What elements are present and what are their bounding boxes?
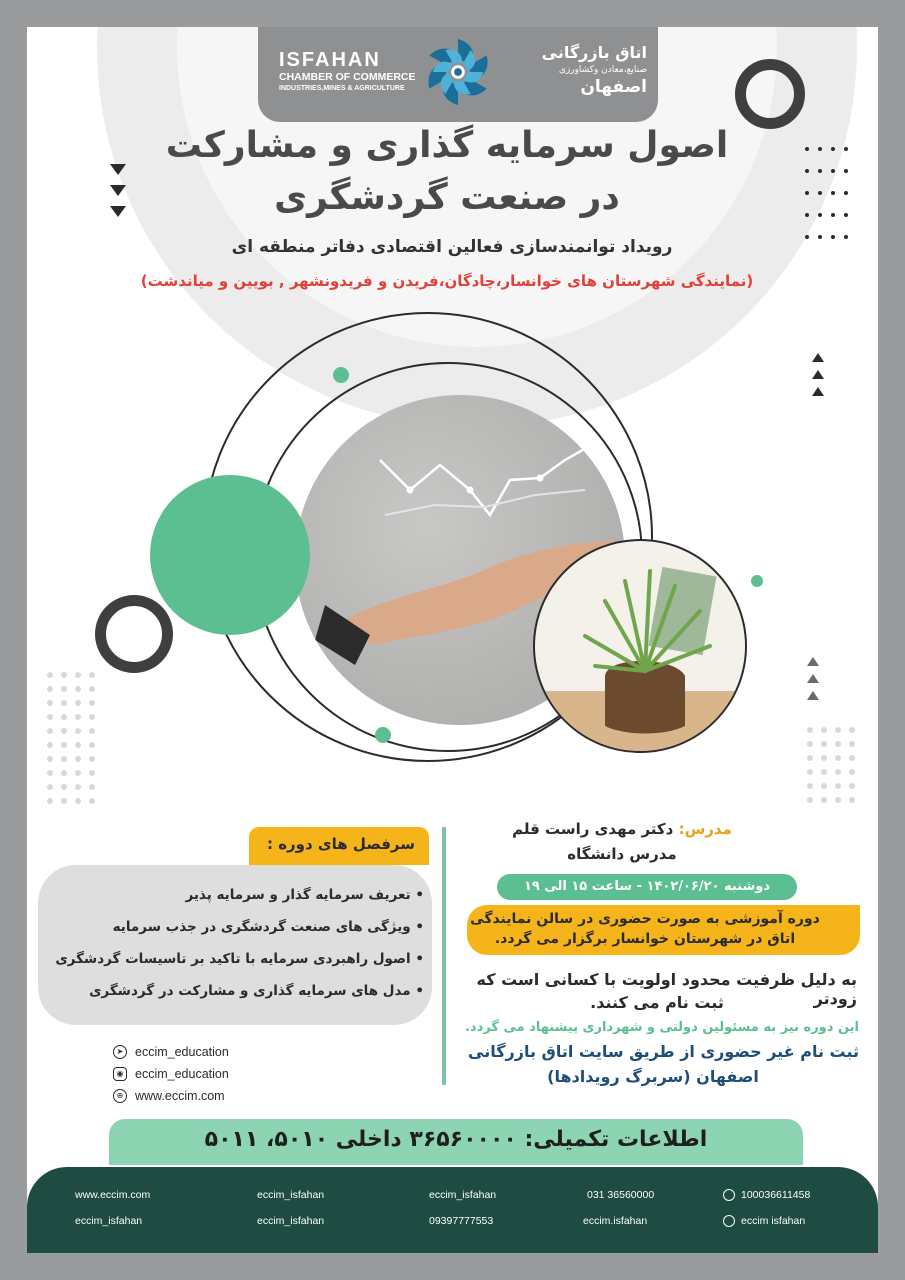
footer-video-handle: eccim isfahan bbox=[741, 1215, 806, 1227]
teacher-label: مدرس: bbox=[678, 820, 732, 838]
footer bbox=[27, 1167, 878, 1253]
syllabus-box bbox=[38, 865, 432, 1025]
syllabus-heading-tab bbox=[249, 827, 429, 865]
title-line-1: اصول سرمایه گذاری و مشارکت bbox=[165, 125, 729, 166]
syllabus-item: • ویژگی های صنعت گردشگری در جذب سرمایه bbox=[112, 919, 424, 935]
social-telegram[interactable] bbox=[113, 1045, 229, 1059]
teacher-name: دکتر مهدی راست قلم bbox=[512, 820, 674, 838]
decor-green-disc bbox=[150, 475, 310, 635]
footer-website[interactable]: www.eccim.com bbox=[75, 1189, 151, 1201]
decor-green-dot bbox=[333, 367, 349, 383]
decor-dots-light-right bbox=[807, 727, 855, 803]
footer-handle[interactable]: eccim_isfahan bbox=[75, 1215, 143, 1227]
decor-ring-left bbox=[95, 595, 173, 673]
poster bbox=[27, 27, 878, 1253]
instagram-icon: ◉ bbox=[113, 1067, 127, 1081]
syllabus-item: • تعریف سرمایه گذار و سرمایه پذیر bbox=[185, 887, 424, 903]
decor-triangles-right bbox=[812, 353, 824, 404]
decor-dots-light-left bbox=[47, 672, 95, 804]
footer-phone[interactable]: 09397777553 bbox=[429, 1215, 494, 1227]
syllabus-heading: سرفصل های دوره : bbox=[266, 835, 415, 853]
venue-line-2: اتاق در شهرستان خوانسار برگزار می گردد. bbox=[494, 931, 796, 947]
telegram-icon: ➤ bbox=[113, 1045, 127, 1059]
decor-triangles-left bbox=[110, 164, 126, 227]
instagram-handle: eccim_education bbox=[135, 1067, 229, 1081]
org-city-fa: اصفهان bbox=[580, 77, 647, 97]
venue-box bbox=[467, 905, 860, 955]
footer-phone[interactable]: 031 36560000 bbox=[587, 1189, 655, 1201]
decor-triangles-right-lower bbox=[807, 657, 819, 708]
org-sectors-en: INDUSTRIES,MINES & AGRICULTURE bbox=[279, 85, 405, 92]
syllabus-item: • مدل های سرمایه گذاری و مشارکت در گردشگری bbox=[89, 983, 424, 999]
footer-sms-number: 100036611458 bbox=[741, 1189, 811, 1201]
divider-line bbox=[442, 827, 446, 1085]
footer-handle[interactable]: eccim_isfahan bbox=[257, 1215, 325, 1227]
decor-dots-top-right bbox=[805, 147, 848, 239]
sms-icon bbox=[723, 1189, 735, 1201]
chamber-logo-icon bbox=[419, 33, 497, 111]
social-instagram[interactable] bbox=[113, 1067, 229, 1081]
info-bar-text: اطلاعات تکمیلی: ۳۶۵۶۰۰۰۰ داخلی ۵۰۱۰، ۵۰۱۱ bbox=[204, 1127, 708, 1152]
org-subname-fa: صنایع،معادن وکشاورزی bbox=[558, 65, 647, 75]
decor-ring-top-right bbox=[735, 59, 805, 129]
register-note-2: اصفهان (سربرگ رویدادها) bbox=[547, 1067, 759, 1086]
subtitle-event: رویداد توانمندسازی فعالین اقتصادی دفاتر منطقه ای bbox=[231, 237, 673, 257]
footer-sms[interactable] bbox=[723, 1189, 810, 1201]
decor-green-dot bbox=[375, 727, 391, 743]
video-icon bbox=[723, 1215, 735, 1227]
date-time-pill: دوشنبه ۱۴۰۲/۰۶/۲۰ - ساعت ۱۵ الی ۱۹ bbox=[497, 874, 797, 900]
capacity-note-1: به دلیل ظرفیت محدود اولویت با کسانی است که زودتر bbox=[476, 970, 857, 1008]
footer-handle[interactable]: eccim_isfahan bbox=[257, 1189, 325, 1201]
footer-video[interactable] bbox=[723, 1215, 805, 1227]
footer-handle[interactable]: eccim_isfahan bbox=[429, 1189, 497, 1201]
telegram-handle: eccim_education bbox=[135, 1045, 229, 1059]
footer-handle[interactable]: eccim.isfahan bbox=[583, 1215, 648, 1227]
venue-line-1: دوره آموزشی به صورت حضوری در سالن نمایندگی bbox=[470, 911, 820, 927]
plant-money-photo bbox=[533, 539, 747, 753]
recommend-note: این دوره نیز به مسئولین دولتی و شهرداری پیشنهاد می گردد. bbox=[464, 1020, 859, 1035]
globe-icon: ⊕ bbox=[113, 1089, 127, 1103]
teacher-title: مدرس دانشگاه bbox=[567, 845, 677, 863]
social-website[interactable] bbox=[113, 1089, 225, 1103]
title-line-2: در صنعت گردشگری bbox=[274, 177, 620, 218]
register-note-1: ثبت نام غیر حضوری از طریق سایت اتاق بازرگانی bbox=[468, 1042, 859, 1061]
capacity-note-2: ثبت نام می کنند. bbox=[590, 993, 724, 1012]
syllabus-item: • اصول راهبردی سرمایه با تاکید بر تاسیسات گردشگری bbox=[55, 951, 424, 967]
subtitle-regions: (نمایندگی شهرستان های خوانسار،چادگان،فریدن و فریدونشهر , بویین و میاندشت) bbox=[140, 272, 754, 290]
org-name-en: ISFAHAN bbox=[279, 49, 381, 71]
org-name-fa: اتاق بازرگانی bbox=[541, 43, 647, 62]
decor-green-dot bbox=[751, 575, 763, 587]
plant-graphic bbox=[535, 541, 747, 753]
teacher-line bbox=[457, 820, 787, 838]
website-url: www.eccim.com bbox=[135, 1089, 225, 1103]
info-bar bbox=[109, 1119, 803, 1165]
org-subname-en: CHAMBER OF COMMERCE bbox=[279, 71, 416, 83]
